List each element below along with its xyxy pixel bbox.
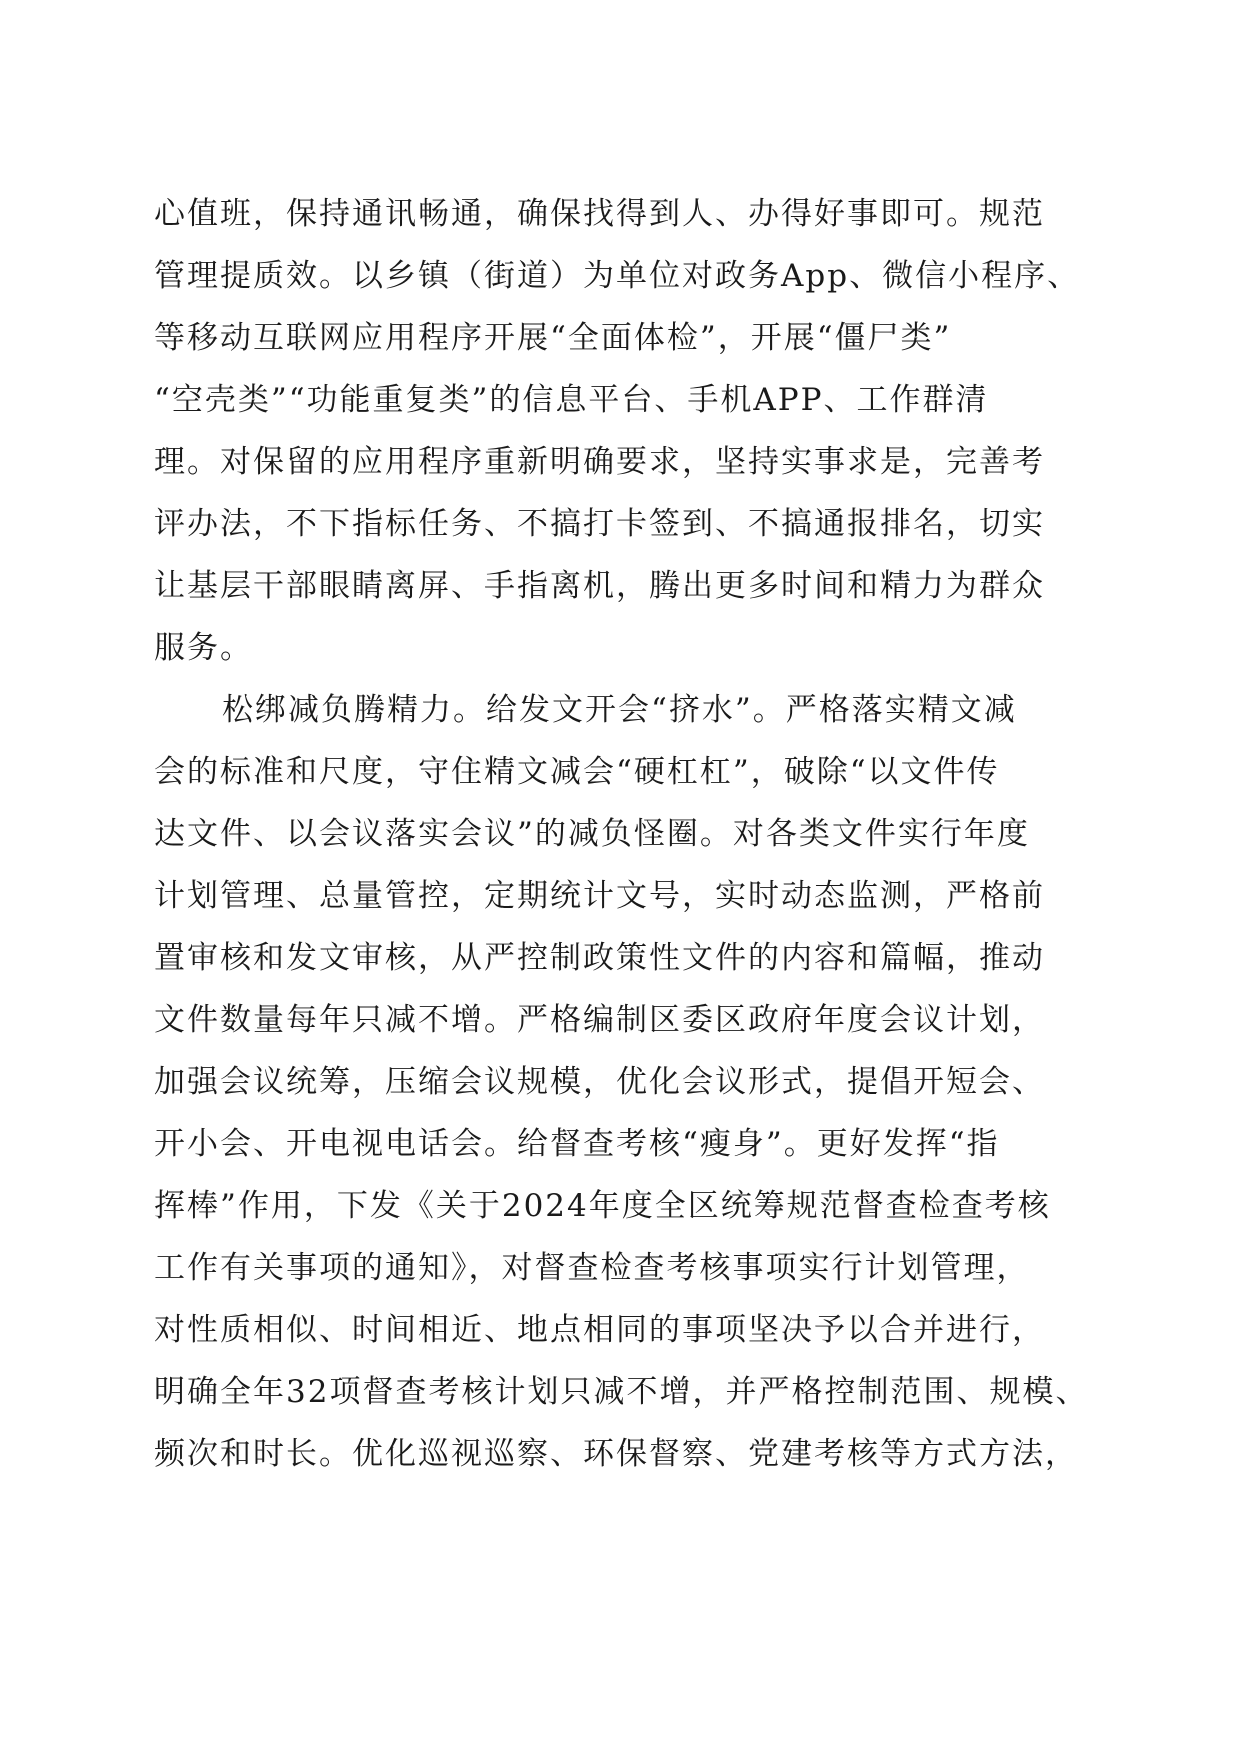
text-line: 服务。 <box>154 630 253 666</box>
text-line: 计划管理、总量管控，定期统计文号，实时动态监测，严格前 <box>154 878 1045 914</box>
text-line: 工作有关事项的通知》，对督查检查考核事项实行计划管理， <box>154 1250 1030 1286</box>
body-text <box>154 183 1094 1485</box>
paragraph-start-line: 松绑减负腾精力。给发文开会“挤水”。严格落实精文减 <box>222 692 1017 728</box>
text-line: 心值班，保持通讯畅通，确保找得到人、办得好事即可。规范 <box>154 196 1045 232</box>
text-line: 让基层干部眼睛离屏、手指离机，腾出更多时间和精力为群众 <box>154 568 1045 604</box>
text-line: 会的标准和尺度，守住精文减会“硬杠杠”，破除“以文件传 <box>154 754 1000 790</box>
text-line: 挥棒”作用，下发《关于2024年度全区统筹规范督查检查考核 <box>154 1188 1051 1224</box>
text-line: 评办法，不下指标任务、不搞打卡签到、不搞通报排名，切实 <box>154 506 1045 542</box>
text-line: 达文件、以会议落实会议”的减负怪圈。对各类文件实行年度 <box>154 816 1030 852</box>
text-line: 开小会、开电视电话会。给督查考核“瘦身”。更好发挥“指 <box>154 1126 1000 1162</box>
text-line: 文件数量每年只减不增。严格编制区委区政府年度会议计划， <box>154 1002 1045 1038</box>
text-line: 理。对保留的应用程序重新明确要求，坚持实事求是，完善考 <box>154 444 1045 480</box>
text-line: 等移动互联网应用程序开展“全面体检”，开展“僵尸类” <box>154 320 952 356</box>
text-line: 加强会议统筹，压缩会议规模，优化会议形式，提倡开短会、 <box>154 1064 1045 1100</box>
text-line: 管理提质效。以乡镇（街道）为单位对政务App、微信小程序、 <box>154 258 1081 294</box>
text-line: 明确全年32项督查考核计划只减不增，并严格控制范围、规模、 <box>154 1374 1089 1410</box>
text-line: 置审核和发文审核，从严控制政策性文件的内容和篇幅，推动 <box>154 940 1045 976</box>
text-line: 频次和时长。优化巡视巡察、环保督察、党建考核等方式方法， <box>154 1436 1078 1472</box>
text-line: “空壳类”“功能重复类”的信息平台、手机APP、工作群清 <box>154 382 989 418</box>
text-line: 对性质相似、时间相近、地点相同的事项坚决予以合并进行， <box>154 1312 1045 1348</box>
